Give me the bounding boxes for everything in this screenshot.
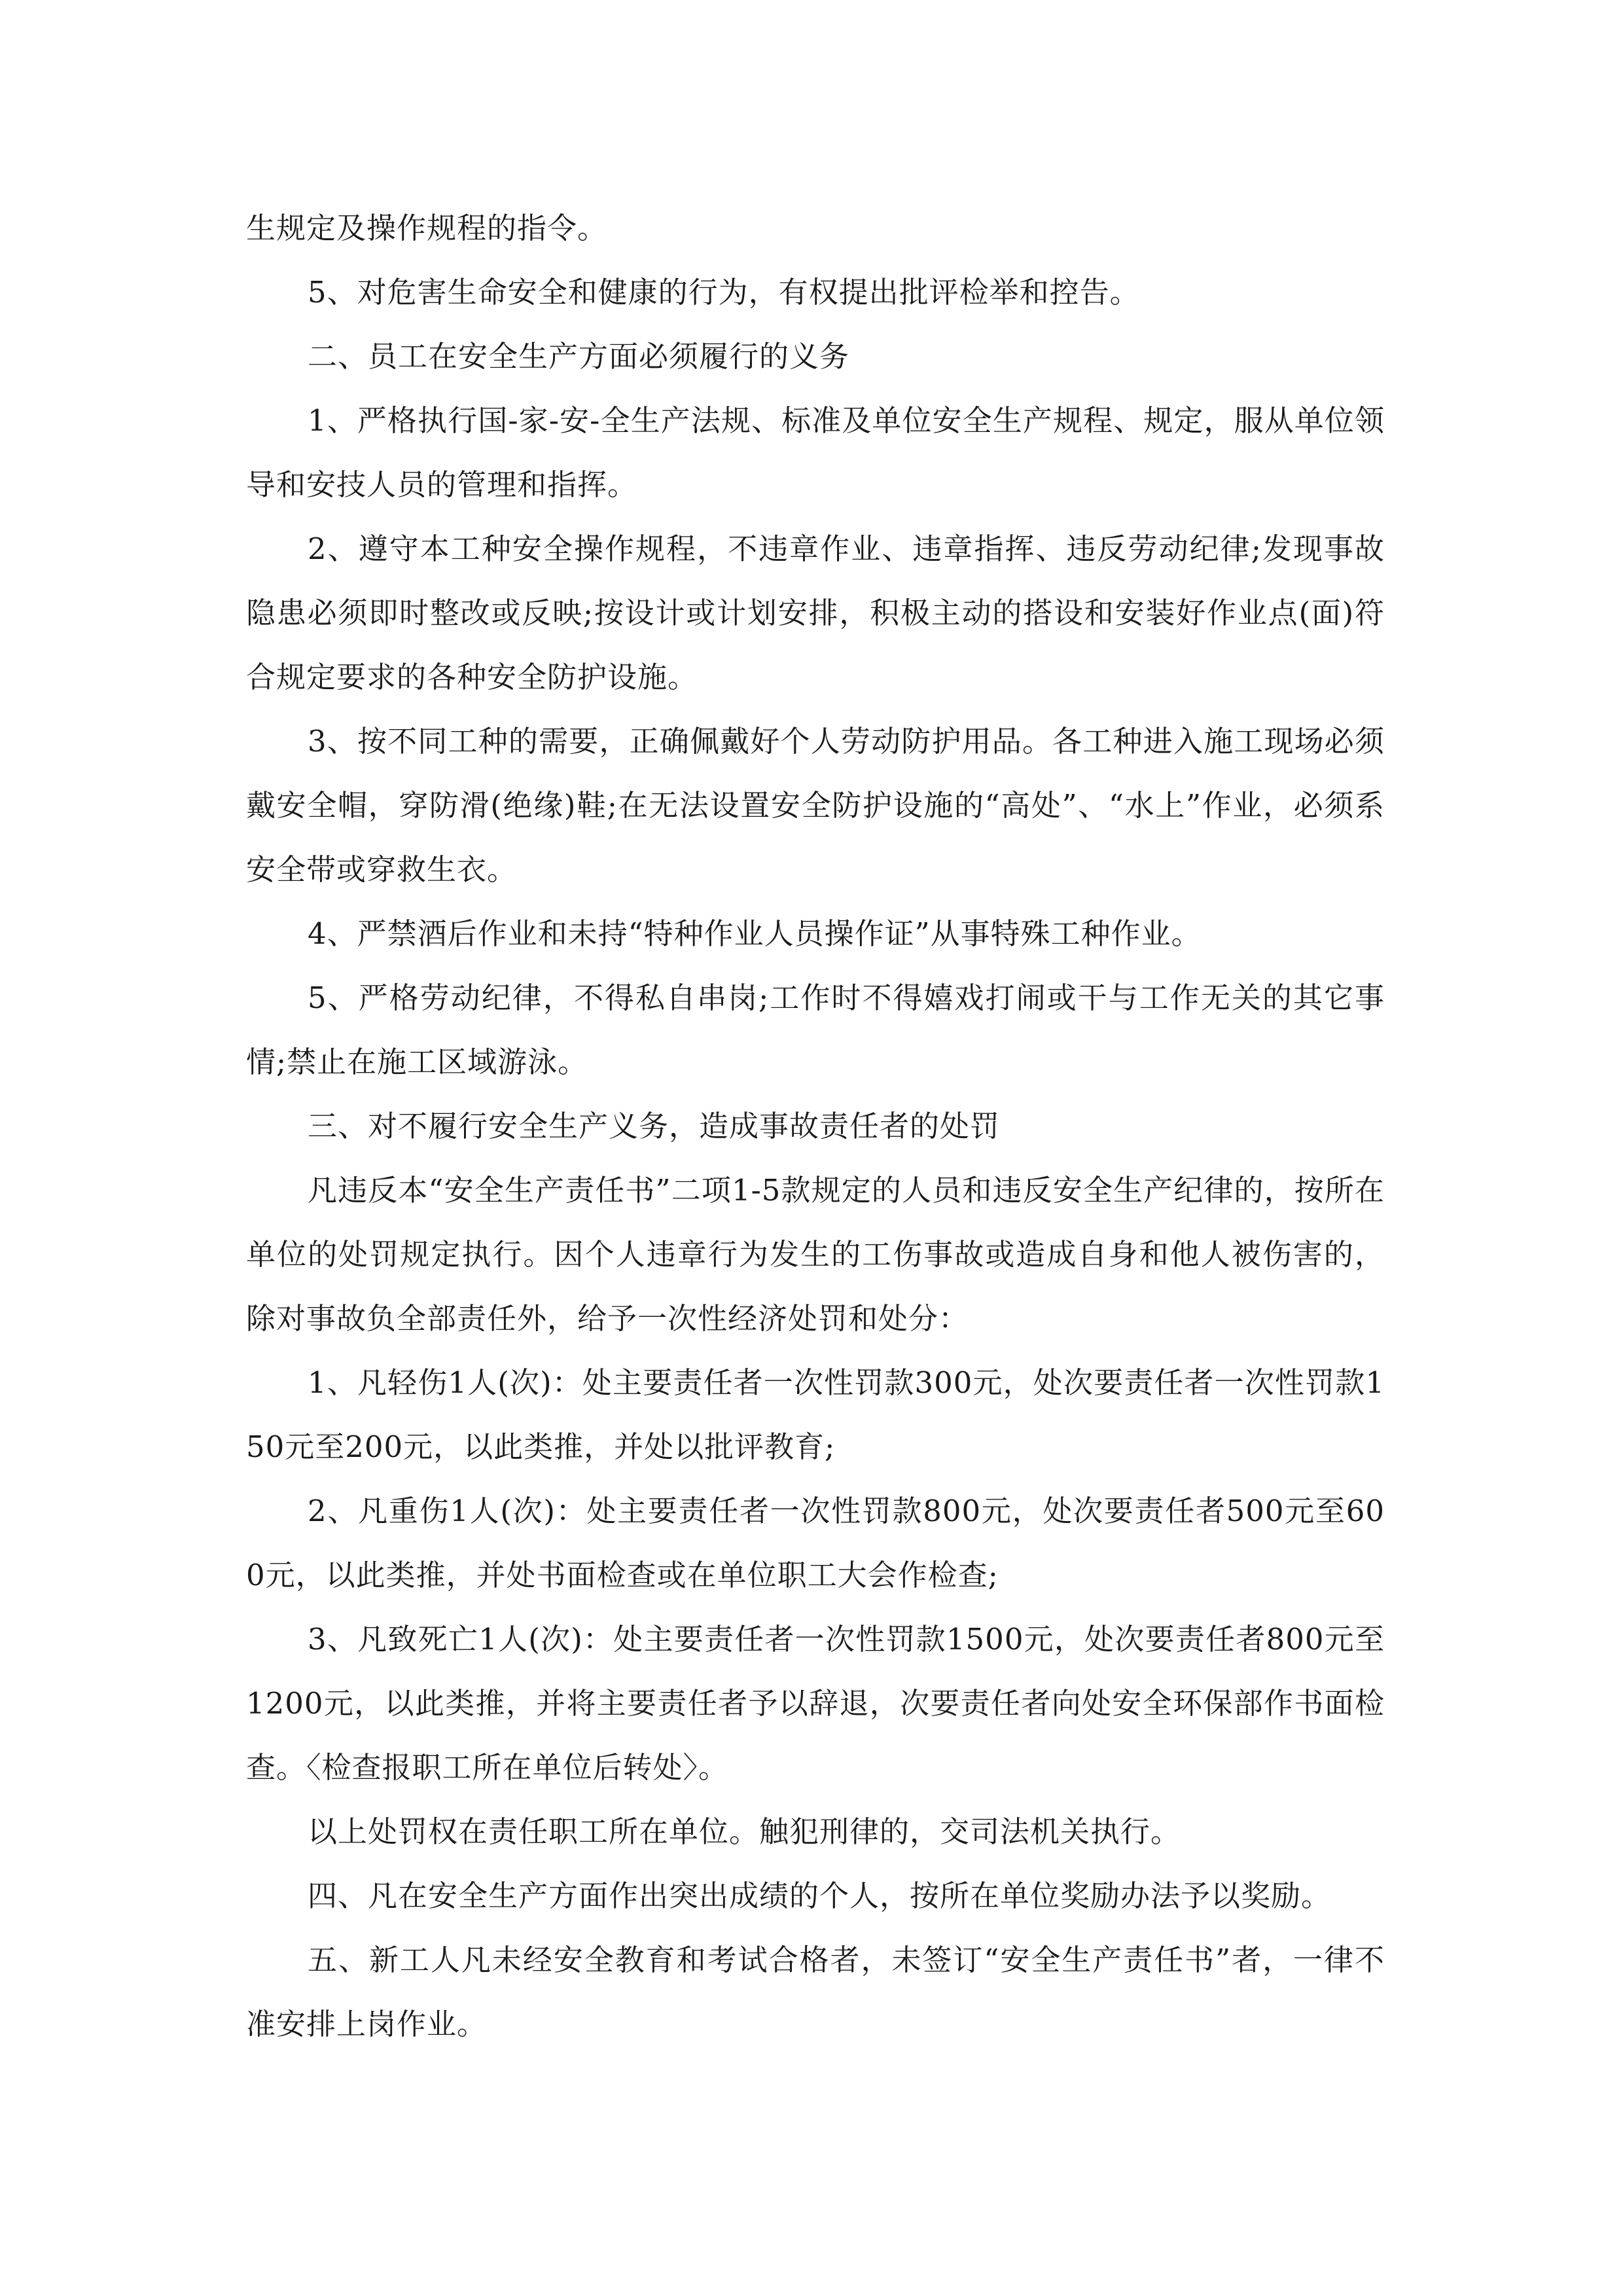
paragraph-penalty-1: 1、凡轻伤1人(次)：处主要责任者一次性罚款300元，处次要责任者一次性罚款150元至200元，以此类推，并处以批评教育; [246, 1365, 1385, 1464]
paragraph-penalty-intro: 凡违反本“安全生产责任书”二项1-5款规定的人员和违反安全生产纪律的，按所在单位的处罚规定执行。因个人违章行为发生的工伤事故或造成自身和他人被伤害的，除对事故负全部责任外，给予一次性经济处罚和处分： [246, 1173, 1385, 1336]
paragraph-duty-4: 4、严禁酒后作业和未持“特种作业人员操作证”从事特殊工种作业。 [308, 916, 1202, 951]
section-heading-5: 五、新工人凡未经安全教育和考试合格者，未签订“安全生产责任书”者，一律不准安排上岗作业。 [246, 1943, 1385, 2041]
section-heading-3: 三、对不履行安全生产义务，造成事故责任者的处罚 [308, 1109, 1001, 1143]
paragraph-duty-1: 1、严格执行国-家-安-全生产法规、标准及单位安全生产规程、规定，服从单位领导和安技人员的管理和指挥。 [246, 403, 1385, 502]
document-page [246, 196, 1385, 2056]
paragraph-continuation: 生规定及操作规程的指令。 [246, 211, 608, 245]
section-heading-2: 二、员工在安全生产方面必须履行的义务 [308, 339, 850, 374]
paragraph-duty-5: 5、严格劳动纪律，不得私自串岗;工作时不得嬉戏打闹或干与工作无关的其它事情;禁止在施工区域游泳。 [246, 980, 1385, 1079]
paragraph-right-5: 5、对危害生命安全和健康的行为，有权提出批评检举和控告。 [308, 275, 1140, 310]
paragraph-penalty-3: 3、凡致死亡1人(次)：处主要责任者一次性罚款1500元，处次要责任者800元至1200元，以此类推，并将主要责任者予以辞退，次要责任者向处安全环保部作书面检查。〈检查报职工所在单位后转处〉。 [246, 1622, 1385, 1785]
paragraph-penalty-authority: 以上处罚权在责任职工所在单位。触犯刑律的，交司法机关执行。 [308, 1814, 1181, 1849]
section-heading-4: 四、凡在安全生产方面作出突出成绩的个人，按所在单位奖励办法予以奖励。 [308, 1878, 1332, 1913]
paragraph-duty-2: 2、遵守本工种安全操作规程，不违章作业、违章指挥、违反劳动纪律;发现事故隐患必须即时整改或反映;按设计或计划安排，积极主动的搭设和安装好作业点(面)符合规定要求的各种安全防护设施。 [246, 531, 1385, 694]
paragraph-penalty-2: 2、凡重伤1人(次)：处主要责任者一次性罚款800元，处次要责任者500元至600元，以此类推，并处书面检查或在单位职工大会作检查; [246, 1494, 1385, 1592]
paragraph-duty-3: 3、按不同工种的需要，正确佩戴好个人劳动防护用品。各工种进入施工现场必须戴安全帽，穿防滑(绝缘)鞋;在无法设置安全防护设施的“高处”、“水上”作业，必须系安全带或穿救生衣。 [246, 724, 1385, 887]
